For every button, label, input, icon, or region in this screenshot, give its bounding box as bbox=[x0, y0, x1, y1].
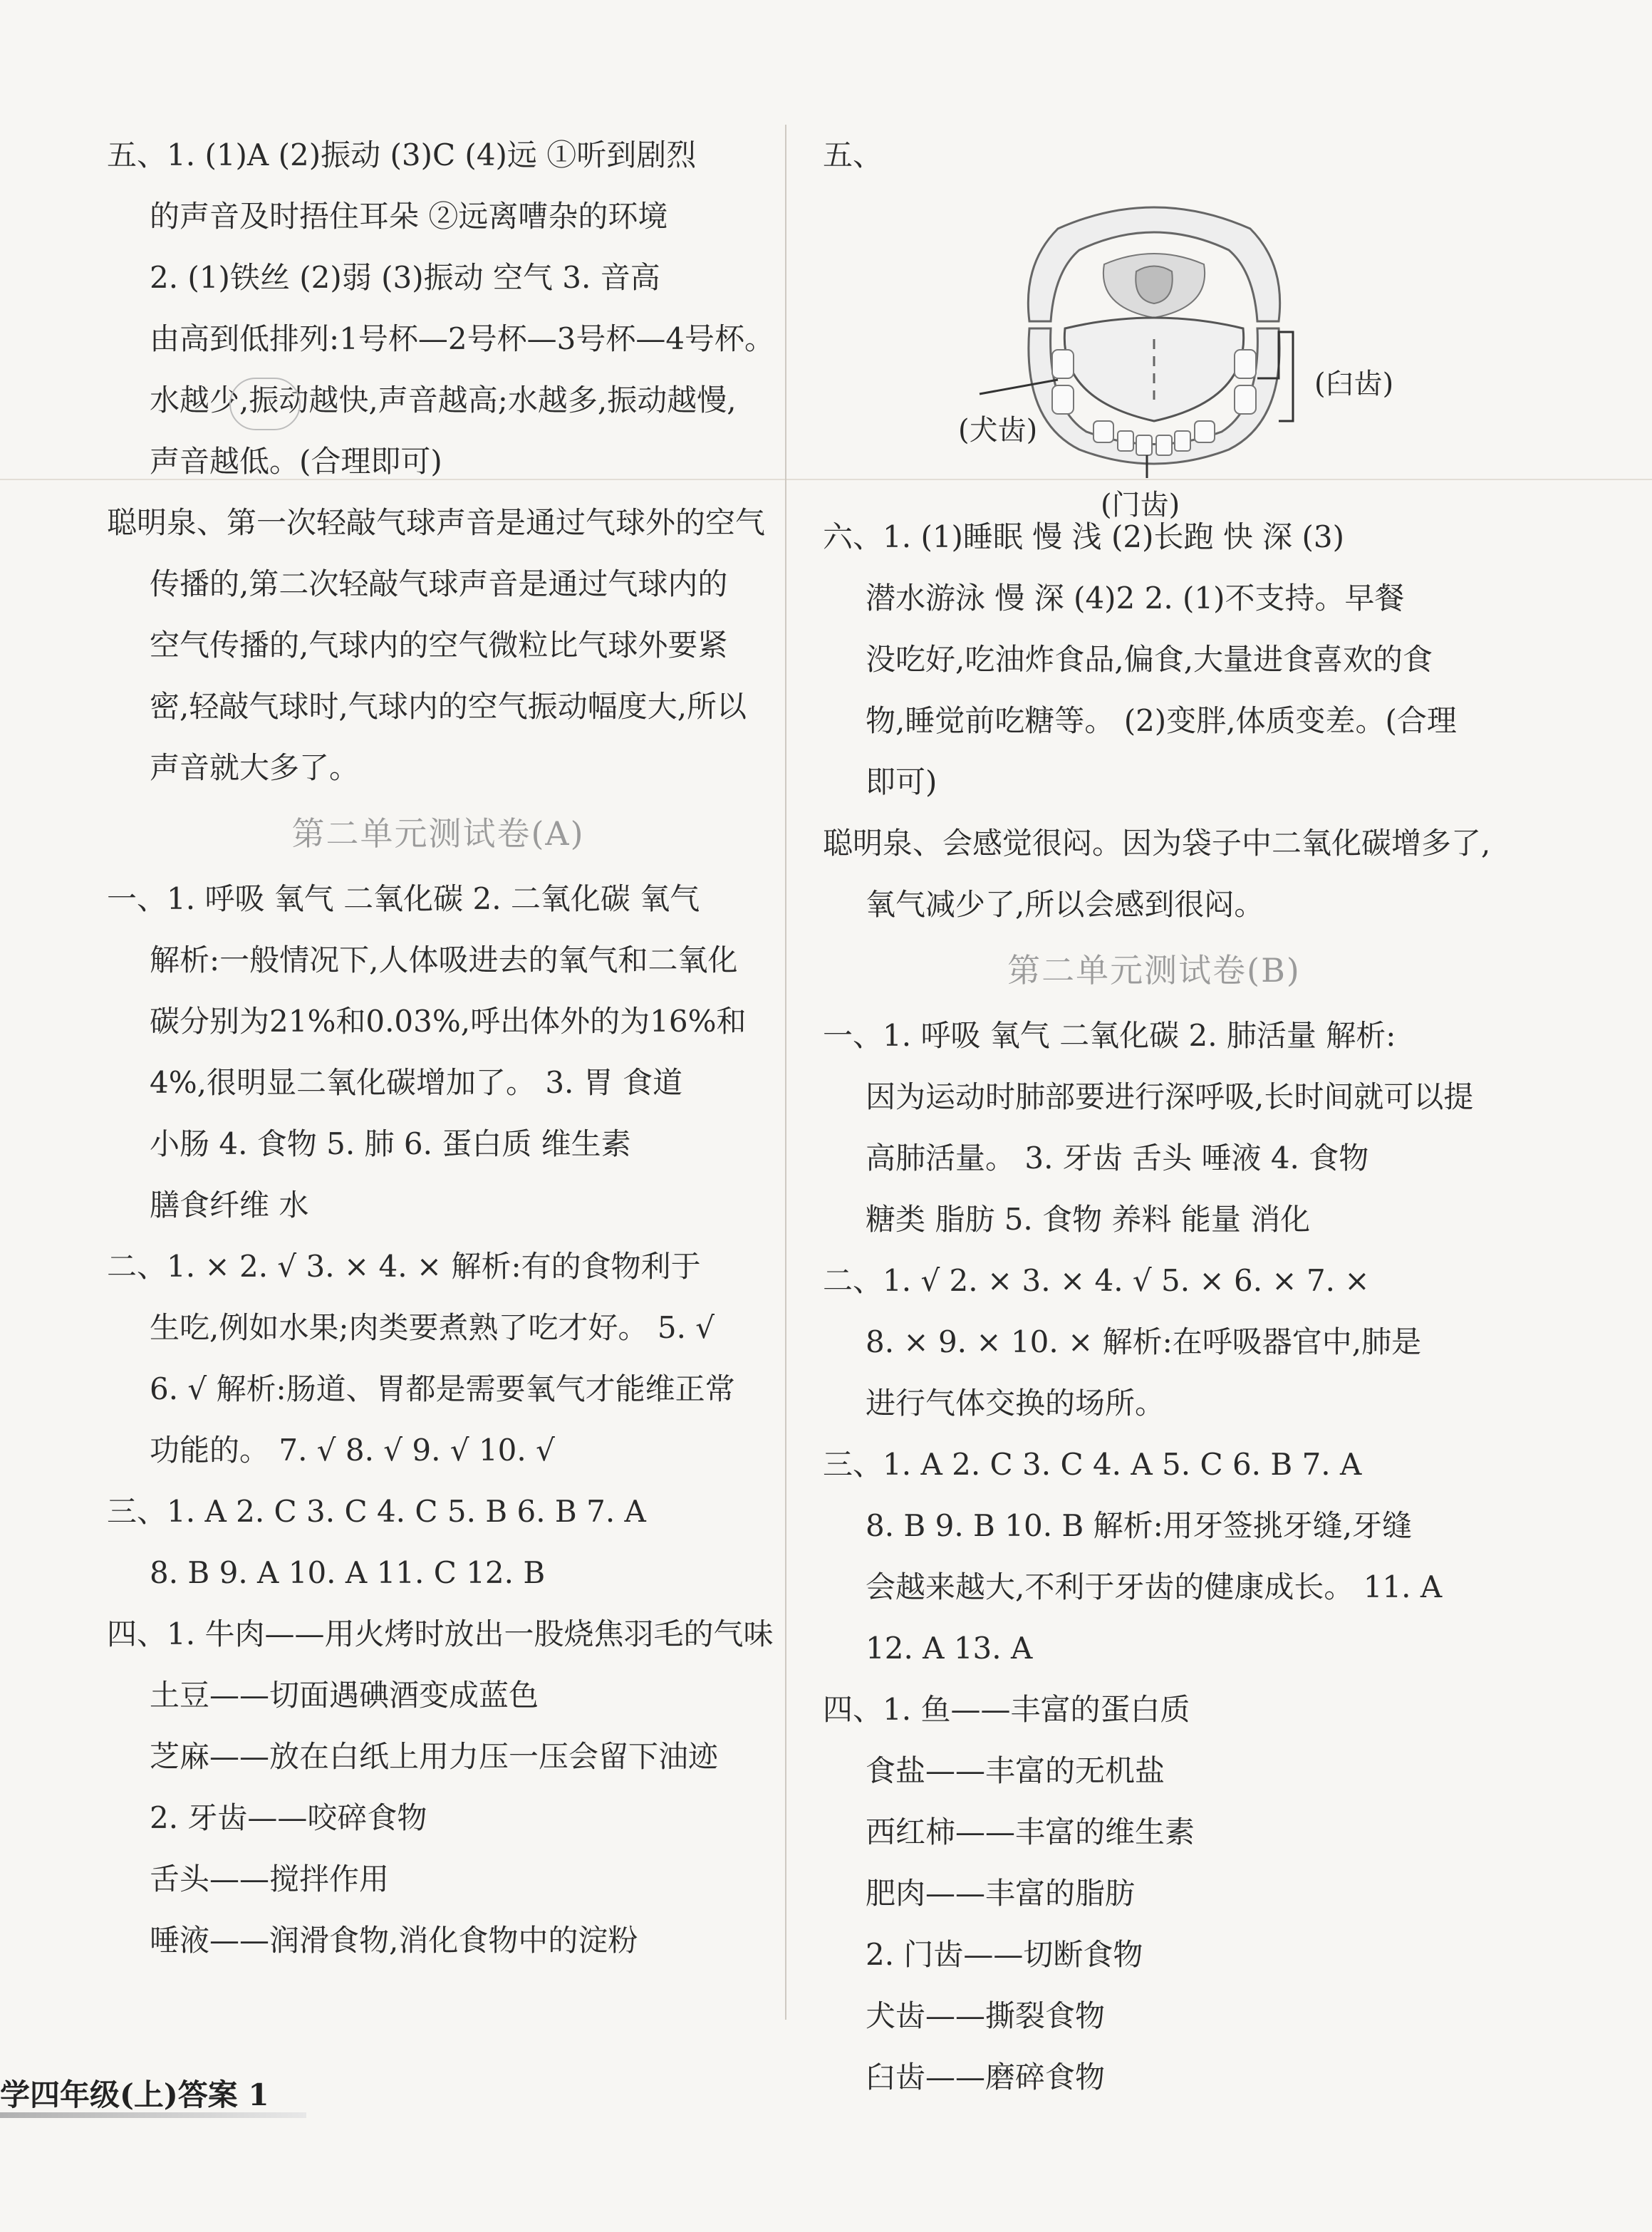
answer-line bbox=[107, 1052, 769, 1114]
answer-text: 声音越低。(合理即可) bbox=[150, 444, 442, 479]
answer-text: 8. B 9. A 10. A 11. C 12. B bbox=[150, 1555, 546, 1590]
answer-text: 1. × 2. √ 3. × 4. × 解析:有的食物利于 bbox=[167, 1249, 701, 1284]
answer-text: 物,睡觉前吃糖等。 (2)变胖,体质变差。(合理 bbox=[866, 703, 1457, 738]
answer-text: 高肺活量。 3. 牙齿 舌头 唾液 4. 食物 bbox=[866, 1141, 1369, 1175]
answer-text: 食盐——丰富的无机盐 bbox=[866, 1753, 1165, 1788]
answer-text: 舌头——搅拌作用 bbox=[150, 1862, 390, 1896]
answer-line bbox=[823, 752, 1485, 813]
answer-line bbox=[823, 629, 1485, 690]
section-head: 五、 bbox=[107, 137, 167, 172]
answer-text: 2. 牙齿——咬碎食物 bbox=[150, 1800, 427, 1835]
answer-line bbox=[823, 1250, 1485, 1312]
answer-line bbox=[107, 1542, 769, 1604]
answer-text: 2. 门齿——切断食物 bbox=[866, 1937, 1143, 1972]
answer-text: 没吃好,吃油炸食品,偏食,大量进食喜欢的食 bbox=[866, 642, 1433, 677]
answer-line bbox=[107, 676, 769, 737]
answer-text: 犬齿——撕裂食物 bbox=[866, 1998, 1106, 2033]
answer-text: 芝麻——放在白纸上用力压一压会留下油迹 bbox=[150, 1739, 719, 1774]
answer-line bbox=[107, 125, 769, 186]
section-head: 二、 bbox=[107, 1249, 167, 1284]
answer-text: 进行气体交换的场所。 bbox=[866, 1386, 1165, 1421]
answer-text: 4%,很明显二氧化碳增加了。 3. 胃 食道 bbox=[150, 1065, 683, 1100]
answer-line bbox=[107, 247, 769, 308]
answer-text: 膳食纤维 水 bbox=[150, 1188, 309, 1223]
answer-text: 碳分别为21%和0.03%,呼出体外的为16%和 bbox=[150, 1004, 747, 1039]
answer-line bbox=[823, 1802, 1485, 1863]
answer-line bbox=[107, 1604, 774, 1665]
section-head: 聪明泉、 bbox=[107, 505, 227, 540]
answer-line bbox=[107, 1236, 769, 1297]
answer-line bbox=[823, 1128, 1485, 1189]
answer-line bbox=[107, 1665, 769, 1726]
answer-line bbox=[823, 1434, 1485, 1495]
answer-line bbox=[107, 1726, 769, 1787]
answer-text: 小肠 4. 食物 5. 肺 6. 蛋白质 维生素 bbox=[150, 1126, 631, 1161]
answer-text: 肥肉——丰富的脂肪 bbox=[866, 1876, 1136, 1911]
answer-text: 由高到低排列:1号杯—2号杯—3号杯—4号杯。 bbox=[150, 321, 775, 356]
answer-text: 即可) bbox=[866, 764, 937, 799]
answer-text: 6. √ 解析:肠道、胃都是需要氧气才能维正常 bbox=[150, 1371, 735, 1406]
canine-label: (犬齿) bbox=[958, 414, 1038, 447]
answer-line bbox=[823, 1189, 1485, 1250]
answer-line bbox=[107, 1910, 769, 1971]
answer-text: 西红柿——丰富的维生素 bbox=[866, 1815, 1195, 1849]
answer-line bbox=[107, 615, 769, 676]
answer-line bbox=[823, 1679, 1485, 1740]
answer-text: 1. 鱼——丰富的蛋白质 bbox=[883, 1692, 1190, 1727]
answer-text: 因为运动时肺部要进行深呼吸,长时间就可以提 bbox=[866, 1079, 1474, 1114]
section-title: 第二单元测试卷(B) bbox=[1007, 951, 1301, 990]
right-section-head bbox=[823, 125, 1485, 186]
mouth-teeth-illustration bbox=[823, 186, 1485, 492]
answer-line bbox=[823, 1495, 1485, 1557]
answer-text: 氧气减少了,所以会感到很闷。 bbox=[866, 887, 1264, 922]
answer-line bbox=[107, 1297, 769, 1359]
answer-text: 密,轻敲气球时,气球内的空气振动幅度大,所以 bbox=[150, 689, 747, 724]
answer-line bbox=[107, 1114, 769, 1175]
answer-line bbox=[823, 1312, 1485, 1373]
answer-line bbox=[107, 1481, 769, 1542]
answer-line bbox=[823, 1005, 1485, 1066]
answer-line bbox=[107, 308, 775, 370]
section-head: 聪明泉、 bbox=[823, 826, 943, 861]
answer-text: 1. (1)A (2)振动 (3)C (4)远 ①听到剧烈 bbox=[167, 137, 697, 172]
answer-text: 1. 呼吸 氧气 二氧化碳 2. 肺活量 解析: bbox=[883, 1018, 1396, 1053]
answer-line bbox=[823, 690, 1485, 752]
answer-line bbox=[107, 868, 769, 930]
answer-text: 的声音及时捂住耳朵 ②远离嘈杂的环境 bbox=[150, 199, 668, 234]
answer-text: 生吃,例如水果;肉类要煮熟了吃才好。 5. √ bbox=[150, 1310, 715, 1345]
section-number: 五、 bbox=[823, 137, 883, 172]
molar-label: (臼齿) bbox=[1314, 368, 1394, 400]
answer-text: 8. × 9. × 10. × 解析:在呼吸器官中,肺是 bbox=[866, 1324, 1422, 1359]
answer-text: 空气传播的,气球内的空气微粒比气球外要紧 bbox=[150, 628, 728, 663]
footer-underline bbox=[0, 2112, 306, 2118]
page-footer: 学四年级(上)答案 1 bbox=[0, 2077, 269, 2112]
answer-text: 会越来越大,不利于牙齿的健康成长。 11. A bbox=[866, 1569, 1443, 1604]
answer-text: 唾液——润滑食物,消化食物中的淀粉 bbox=[150, 1923, 638, 1958]
answer-text: 8. B 9. B 10. B 解析:用牙签挑牙缝,牙缝 bbox=[866, 1508, 1413, 1543]
answer-line bbox=[107, 1420, 769, 1481]
answer-line bbox=[823, 1924, 1485, 1986]
section-head: 六、 bbox=[823, 519, 883, 554]
answer-line bbox=[823, 1557, 1485, 1618]
answer-line bbox=[107, 991, 769, 1052]
answer-text: 1. √ 2. × 3. × 4. √ 5. × 6. × 7. × bbox=[883, 1263, 1370, 1298]
section-head: 三、 bbox=[107, 1494, 167, 1529]
answer-line bbox=[823, 1618, 1485, 1679]
answer-text: 臼齿——磨碎食物 bbox=[866, 2060, 1106, 2095]
answer-text: 传播的,第二次轻敲气球声音是通过气球内的 bbox=[150, 566, 728, 601]
answer-text: 1. 牛肉——用火烤时放出一股烧焦羽毛的气味 bbox=[167, 1616, 774, 1651]
answer-text: 解析:一般情况下,人体吸进去的氧气和二氧化 bbox=[150, 943, 738, 977]
answer-text: 声音就大多了。 bbox=[150, 750, 360, 785]
answer-line bbox=[823, 1863, 1485, 1924]
incisor-label: (门齿) bbox=[1101, 489, 1180, 521]
section-title: 第二单元测试卷(A) bbox=[291, 814, 585, 853]
answer-line bbox=[107, 554, 769, 615]
answer-text: 潜水游泳 慢 深 (4)2 2. (1)不支持。早餐 bbox=[866, 581, 1405, 616]
answer-line bbox=[107, 492, 769, 554]
answer-line bbox=[823, 874, 1485, 935]
right-column-lines bbox=[823, 507, 1491, 2108]
answer-line bbox=[823, 1986, 1485, 2047]
section-head: 二、 bbox=[823, 1263, 883, 1298]
answer-text: 第一次轻敲气球声音是通过气球外的空气 bbox=[227, 505, 766, 540]
answer-text: 1. 呼吸 氧气 二氧化碳 2. 二氧化碳 氧气 bbox=[167, 881, 700, 916]
answer-text: 2. (1)铁丝 (2)弱 (3)振动 空气 3. 音高 bbox=[150, 260, 660, 295]
answer-line bbox=[107, 431, 769, 492]
answer-text: 糖类 脂肪 5. 食物 养料 能量 消化 bbox=[866, 1202, 1311, 1237]
answer-line bbox=[107, 737, 769, 799]
section-head: 一、 bbox=[107, 881, 167, 916]
answer-line bbox=[107, 1849, 769, 1910]
answer-line bbox=[107, 1175, 769, 1236]
section-head: 一、 bbox=[823, 1018, 883, 1053]
section-head: 三、 bbox=[823, 1447, 883, 1482]
answer-text: 1. (1)睡眠 慢 浅 (2)长跑 快 深 (3) bbox=[883, 519, 1345, 554]
answer-text: 功能的。 7. √ 8. √ 9. √ 10. √ bbox=[150, 1433, 555, 1468]
section-head: 四、 bbox=[823, 1692, 883, 1727]
answer-line bbox=[823, 2047, 1485, 2108]
column-divider bbox=[785, 125, 786, 2020]
answer-line bbox=[107, 370, 769, 431]
section-head: 四、 bbox=[107, 1616, 167, 1651]
answer-line bbox=[823, 813, 1491, 874]
answer-line bbox=[823, 1740, 1485, 1802]
answer-line bbox=[107, 186, 769, 247]
watermark-stamp bbox=[229, 378, 301, 430]
answer-line bbox=[107, 1359, 769, 1420]
answer-text: 1. A 2. C 3. C 4. A 5. C 6. B 7. A bbox=[883, 1447, 1362, 1482]
answer-line bbox=[823, 1373, 1485, 1434]
answer-text: 会感觉很闷。因为袋子中二氧化碳增多了, bbox=[942, 826, 1491, 861]
teeth-diagram bbox=[823, 186, 1485, 521]
answer-text: 土豆——切面遇碘酒变成蓝色 bbox=[150, 1678, 539, 1713]
answer-line bbox=[107, 930, 769, 991]
answer-text: 12. A 13. A bbox=[866, 1631, 1033, 1666]
answer-line bbox=[107, 1787, 769, 1849]
answer-text: 水越少,振动越快,声音越高;水越多,振动越慢, bbox=[150, 383, 737, 417]
answer-text: 1. A 2. C 3. C 4. C 5. B 6. B 7. A bbox=[167, 1494, 646, 1529]
answer-line bbox=[823, 1066, 1485, 1128]
right-column bbox=[823, 125, 1491, 2108]
answer-line bbox=[823, 568, 1485, 629]
left-column bbox=[107, 125, 775, 1971]
